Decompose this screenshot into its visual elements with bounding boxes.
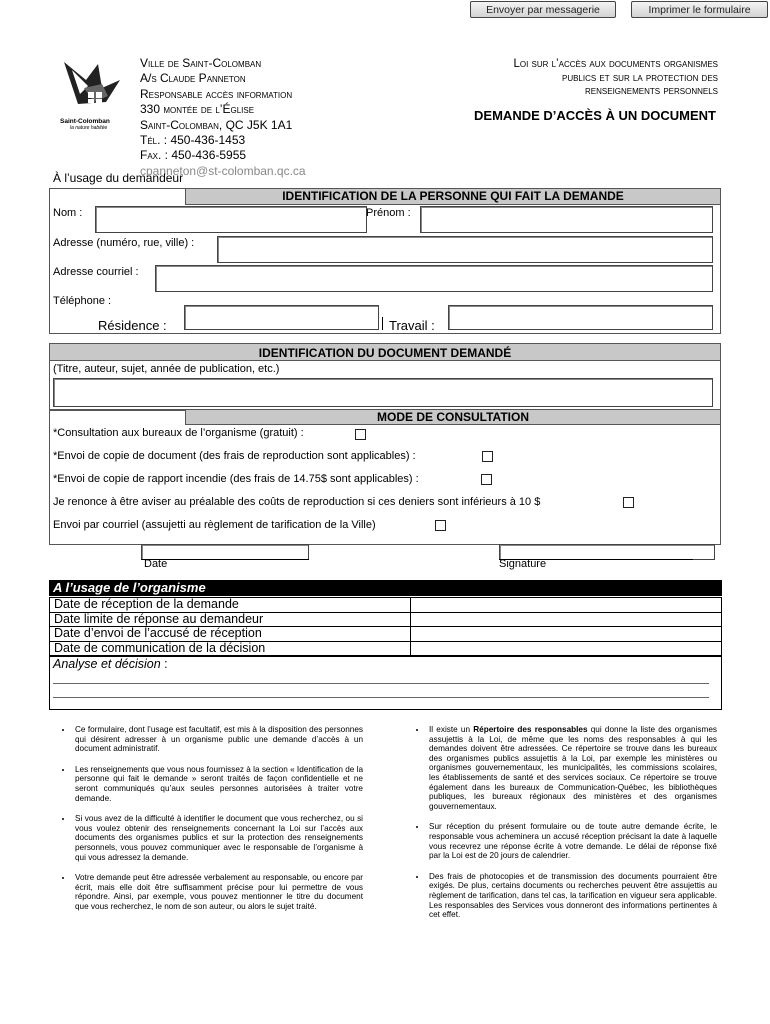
analyse-line-1[interactable]: [53, 683, 709, 684]
print-form-button[interactable]: Imprimer le formulaire: [631, 1, 768, 18]
identification-header: IDENTIFICATION DE LA PERSONNE QUI FAIT LA DEMANDE: [185, 188, 721, 205]
organisme-header: A l’usage de l’organisme: [53, 580, 206, 595]
law-line-1: Loi sur l’accès aux documents organismes: [513, 58, 718, 70]
organisme-table: [49, 597, 722, 656]
telephone-label: Téléphone :: [53, 295, 112, 307]
requester-note: À l’usage du demandeur: [53, 171, 184, 185]
analyse-label: Analyse et décision :: [53, 657, 168, 671]
row-label: Date de réception de la demande: [50, 598, 411, 613]
row-label: Date d’envoi de l’accusé de réception: [50, 627, 411, 642]
row-label: Date de communication de la décision: [50, 641, 411, 656]
document-title: DEMANDE D’ACCÈS À UN DOCUMENT: [474, 108, 716, 123]
note-item: [427, 725, 717, 811]
residence-phone-input[interactable]: [184, 305, 379, 330]
send-by-mail-button[interactable]: Envoyer par messagerie: [470, 1, 616, 18]
option-copie-document-checkbox[interactable]: [482, 451, 493, 462]
consultation-header: MODE DE CONSULTATION: [185, 409, 721, 425]
acknowledgment-date-input[interactable]: [411, 627, 722, 642]
analyse-line-2[interactable]: [53, 697, 709, 698]
row-label: Date limite de réponse au demandeur: [50, 612, 411, 627]
table-row: [50, 612, 722, 627]
address-postal: Saint-Colomban, QC J5K 1A1: [140, 117, 293, 132]
option-courriel-label: Envoi par courriel (assujetti au règlement de tarification de la Ville): [53, 519, 376, 531]
note-item: • Ce formulaire, dont l’usage est facultatif, est mis à la disposition des personnes qui désirent adresser à un organisme public une demande d’accès à un document administratif.: [73, 725, 363, 754]
travail-phone-input[interactable]: [448, 305, 713, 330]
law-line-2: publics et sur la protection des: [561, 71, 718, 84]
address-email: cpanneton@st-colomban.qc.ca: [140, 163, 306, 178]
notes-left: [53, 725, 363, 923]
note-bold: Répertoire des responsables: [473, 725, 588, 734]
decision-date-input[interactable]: [411, 641, 722, 656]
address-role: Responsable accès information: [140, 86, 293, 101]
deadline-date-input[interactable]: [411, 612, 722, 627]
note-item: • Sur réception du présent formulaire ou de toute autre demande écrite, le responsable vous acheminera un accusé réception précisant la date à laquelle vous recevrez une réponse écrite à votre demande. Le délai de réponse fixé par la Loi est de 20 jours de calendrier.: [427, 822, 717, 860]
nom-input[interactable]: [95, 206, 367, 233]
table-row: [50, 598, 722, 613]
adresse-input[interactable]: [217, 236, 713, 263]
nom-label: Nom :: [53, 207, 83, 219]
address-block: [140, 56, 306, 179]
document-hint: (Titre, auteur, sujet, année de publication, etc.): [53, 363, 280, 375]
document-header: IDENTIFICATION DU DOCUMENT DEMANDÉ: [49, 343, 721, 361]
option-courriel-checkbox[interactable]: [435, 520, 446, 531]
travail-label: Travail :: [389, 318, 435, 333]
address-attention: A/s Claude Panneton: [140, 71, 246, 86]
phone-divider: [382, 317, 383, 330]
prenom-input[interactable]: [420, 206, 713, 233]
document-description-input[interactable]: [53, 378, 713, 407]
courriel-input[interactable]: [155, 265, 713, 292]
option-rapport-incendie-label: *Envoi de copie de rapport incendie (des frais de 14.75$ sont applicables) :: [53, 473, 419, 485]
city-logo: [58, 58, 130, 130]
logo-name: Saint-Colomban: [60, 118, 110, 125]
address-fax: Fax. : 450-436-5955: [140, 148, 247, 163]
note-item: • Des frais de photocopies et de transmission des documents pourraient être exigés. De plus, certains documents ou recherches peuvent être assujettis au règlement de tarification, dans tel cas, la tarification en vigueur sera applicable. Les responsables des Services vous donneront des informations pertinentes à cet effet.: [427, 872, 717, 920]
option-consultation-checkbox[interactable]: [355, 429, 366, 440]
courriel-label: Adresse courriel :: [53, 266, 139, 278]
option-copie-document-label: *Envoi de copie de document (des frais de reproduction sont applicables) :: [53, 450, 416, 462]
address-phone: Tél. : 450-436-1453: [140, 133, 246, 148]
notes-right: [407, 725, 717, 931]
law-line-3: renseignements personnels: [585, 85, 718, 97]
address-city: Ville de Saint-Colomban: [140, 56, 262, 70]
table-row: [50, 627, 722, 642]
signature-label: Signature: [499, 558, 547, 570]
reception-date-input[interactable]: [411, 598, 722, 613]
adresse-label: Adresse (numéro, rue, ville) :: [53, 237, 195, 249]
date-label: Date: [144, 558, 168, 570]
note-text: qui donne la liste des organismes assujettis à la Loi, de même que les noms des responsables à qui les demandes doivent être adressées. Ce répertoire se trouve dans les bureaux des organismes publics assujettis à la Loi, par exemple les ministères ou organismes gouvernementaux, les municipalités, les commissions scolaires, les établissements de santé et des services sociaux. Ce répertoire se trouve également dans les bureaux de Communication-Québec, les bibliothèques publiques, les bureaux régionaux des ministères et des organismes gouvernementaux.: [429, 725, 717, 811]
option-renonce-checkbox[interactable]: [623, 497, 634, 508]
table-row: [50, 641, 722, 656]
option-consultation-label: *Consultation aux bureaux de l’organisme (gratuit) :: [53, 427, 304, 439]
analyse-text: Analyse et décision: [53, 657, 161, 671]
note-item: • Les renseignements que vous nous fournissez à la section « Identification de la personne qui fait le demande » seront traités de façon confidentielle et ne seront communiqués qu’aux seules personnes autorisées à traiter votre demande.: [73, 765, 363, 803]
prenom-label: Prénom :: [366, 207, 411, 219]
option-rapport-incendie-checkbox[interactable]: [481, 474, 492, 485]
law-title: [513, 58, 718, 99]
note-item: • Si vous avez de la difficulté à identifier le document que vous recherchez, ou si vous voulez obtenir des renseignements concernant la Loi sur l’accès aux documents des organismes publics et sur la protection des renseignements personnels, vous pouvez communiquer avec le responsable de l’organisme à qui vous adressez la demande.: [73, 814, 363, 862]
address-street: 330 montée de l’Église: [140, 102, 255, 117]
note-text: Il existe un: [429, 725, 474, 734]
option-renonce-label: Je renonce à être aviser au préalable des coûts de reproduction si ces deniers sont inférieurs à 10 $: [53, 496, 541, 508]
note-item: • Votre demande peut être adressée verbalement au responsable, ou encore par écrit, mais elle doit être suffisamment précise pour lui permettre de vous répondre. Ainsi, par exemple, vous pouvez mentionner le titre du document que vous recherchez, le nom de son auteur, ou alors le sujet traité.: [73, 873, 363, 911]
residence-label: Résidence :: [98, 318, 167, 333]
logo-tagline: la nature habitée: [70, 125, 108, 131]
